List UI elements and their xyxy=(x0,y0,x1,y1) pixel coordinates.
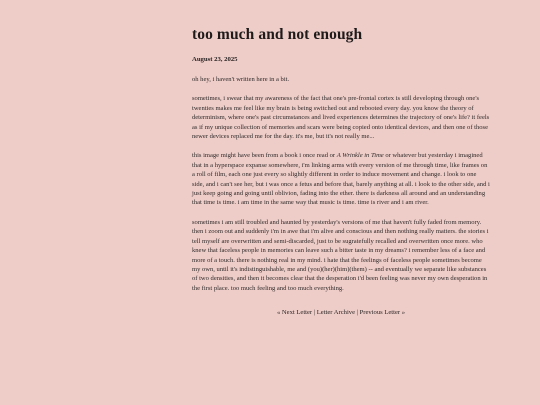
letter-navigation xyxy=(192,309,490,317)
book-title: A Wrinkle in Time xyxy=(336,152,384,160)
nav-separator: | xyxy=(312,309,317,317)
post-paragraph-3 xyxy=(192,151,490,207)
post-paragraph-4: sometimes i am still troubled and haunted by yesterday's versions of me that haven't fully faded from memory. then i zoom out and suddenly i'm in awe that i'm alive and conscious and then nothing really matters. the stories i tell myself are overwritten and semi-discarded, just to be sugratefully recalled and overwritten once more. who knew that faceless people in memories can leave such a bitter taste in my dreams? i remember less of a face and more of a touch. there is nothing real in my mind. i hate that the feelings of faceless people sometimes become my own, until it's indistinguishable, me and (you)(her)(him)(them) -- and eventually we separate like substances of two densities, and then it becomes clear that the desperation i'd been feeling was never my own desperation in the first place. too much feeling and too much everything. xyxy=(192,218,489,292)
next-letter-link[interactable]: « Next Letter xyxy=(276,309,313,317)
previous-letter-link[interactable]: Previous Letter » xyxy=(359,309,406,317)
letter-archive-link[interactable]: Letter Archive xyxy=(316,309,355,317)
paragraph-3-text-end: or whatever but yesterday i imagined that in a hyperspace expanse somewhere, i'm linking arms with every version of me through time, like frames on a roll of film, each one just every so slightly different in order to induce movement and change. i look to one side, and i can't see her, but i was once a fetus and before that, barely anything at all. i look to the other side, and i just keep going and going until oblivion, fading into the ether. there is darkness all around and an understanding that time is time. i am time in the same way that music is time. time is river and i am river. xyxy=(192,152,490,207)
post-title: too much and not enough xyxy=(192,26,363,43)
post-paragraph-2: sometimes, i swear that my awareness of the fact that one's pre-frontal cortex is still developing through one's twenties makes me feel like my brain is being switched out and rebooted every day. you know the theory of determinism, where one's past circumstances and lived experiences determines the trajectory of one's life? it feels as if my unique collection of memories and scars were being copied onto identical devices, and then one of those newer devices replaced me for the day. it's me, but it's not really me... xyxy=(192,95,490,141)
nav-separator: | xyxy=(355,309,360,317)
post-paragraph-1: oh hey, i haven't written here in a bit. xyxy=(192,76,290,83)
post-date: August 23, 2025 xyxy=(192,56,238,63)
paragraph-3-text-start: this image might have been from a book i once read or xyxy=(192,152,337,160)
letter-page xyxy=(192,0,490,317)
